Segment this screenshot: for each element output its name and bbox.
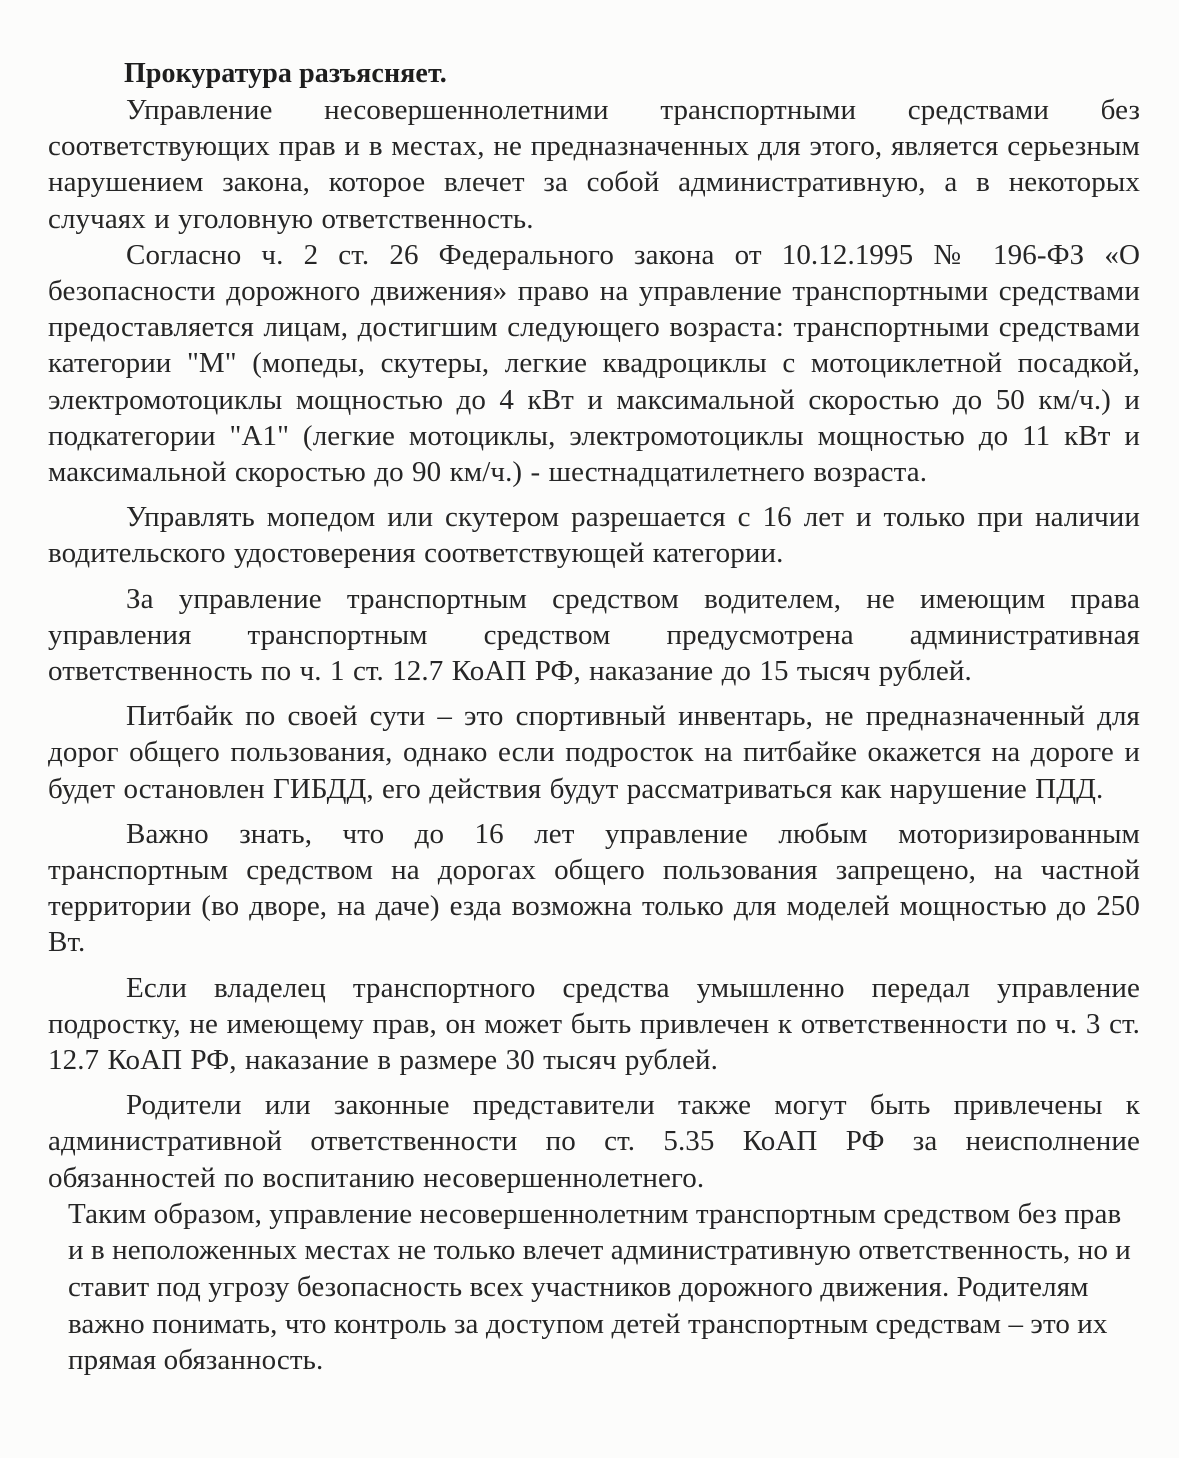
paragraph-intro: Управление несовершеннолетними транспортными средствами без соответствующих прав и в местах, не предназначенных для этого, является серьезным нарушением закона, которое влечет за собой административную, а в некоторых случаях и уголовную ответственность. bbox=[48, 94, 1140, 235]
paragraph-conclusion: Таким образом, управление несовершеннолетним транспортным средством без прав и в неположенных местах не только влечет административную ответственность, но и ставит под угрозу безопасность всех участников дорожного движения. Родителям важно понимать, что контроль за доступом детей транспортным средствам – это их прямая обязанность. bbox=[68, 1197, 1131, 1377]
paragraph-penalty-no-license: За управление транспортным средством водителем, не имеющим права управления транспортным средством предусмотрена административная ответственность по ч. 1 ст. 12.7 КоАП РФ, наказание до 15 тысяч рублей. bbox=[48, 582, 1140, 688]
paragraph-law-reference: Согласно ч. 2 ст. 26 Федерального закона от 10.12.1995 № 196-ФЗ «О безопасности дорожного движения» право на управление транспортными средствами предоставляется лицам, достигшим следующего возраста: транспортными средствами категории "М" (мопеды, скутеры, легкие квадроциклы с мотоциклетной посадкой, электромотоциклы мощностью до 4 кВт и максимальной скоростью до 50 км/ч.) и подкатегории "А1" (легкие мотоциклы, электромотоциклы мощностью до 11 кВт и максимальной скоростью до 90 км/ч.) - шестнадцатилетнего возраста. bbox=[48, 238, 1140, 489]
document-title: Прокуратура разъясняет. bbox=[124, 58, 447, 89]
paragraph-moped-age: Управлять мопедом или скутером разрешается с 16 лет и только при наличии водительского удостоверения соответствующей категории. bbox=[48, 501, 1140, 570]
paragraph-under-16: Важно знать, что до 16 лет управление любым моторизированным транспортным средством на дорогах общего пользования запрещено, на частной территории (во дворе, на даче) езда возможна только для моделей мощностью до 250 Вт. bbox=[48, 817, 1140, 959]
paragraph-owner-liability: Если владелец транспортного средства умышленно передал управление подростку, не имеющему прав, он может быть привлечен к ответственности по ч. 3 ст. 12.7 КоАП РФ, наказание в размере 30 тысяч рублей. bbox=[48, 971, 1140, 1077]
paragraph-pitbike: Питбайк по своей сути – это спортивный инвентарь, не предназначенный для дорог общего пользования, однако если подросток на питбайке окажется на дороге и будет остановлен ГИБДД, его действия будут рассматриваться как нарушение ПДД. bbox=[48, 700, 1140, 805]
document-body bbox=[48, 56, 1140, 1379]
paragraph-parent-liability: Родители или законные представители также могут быть привлечены к административной ответственности по ст. 5.35 КоАП РФ за неисполнение обязанностей по воспитанию несовершеннолетнего. bbox=[48, 1089, 1140, 1194]
